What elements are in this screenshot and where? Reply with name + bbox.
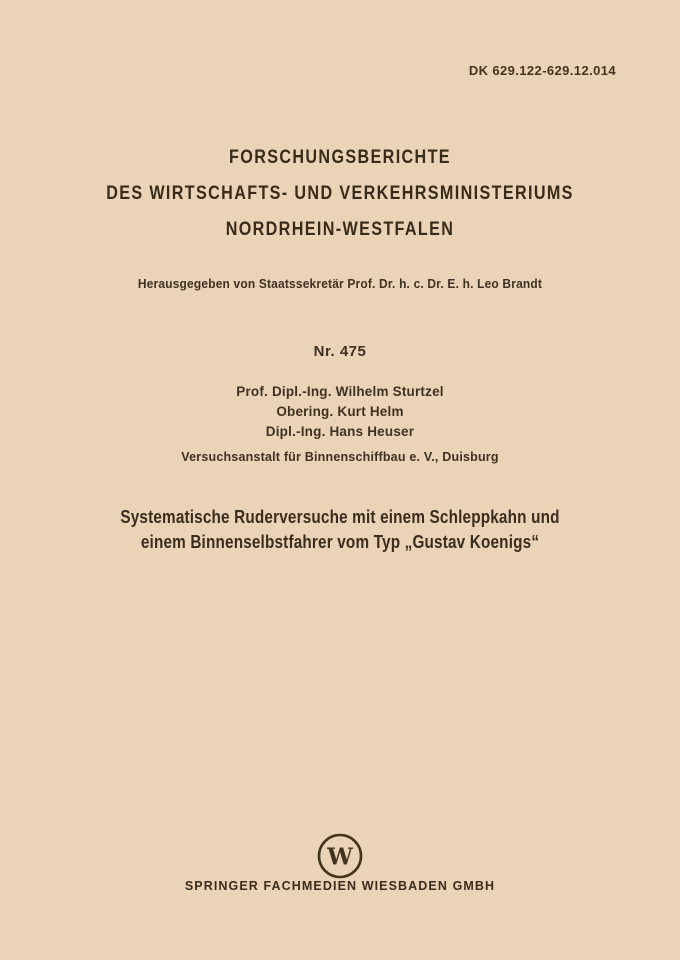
series-title-block [51, 140, 629, 248]
author-name: Prof. Dipl.-Ing. Wilhelm Sturtzel [236, 384, 444, 399]
editor-credit-line: Herausgegeben von Staatssekretär Prof. Dr. h. c. Dr. E. h. Leo Brandt [137, 276, 543, 291]
report-title-line-1: Systematische Ruderversuche mit einem Schleppkahn und [120, 507, 560, 527]
series-title-line-2: DES WIRTSCHAFTS- UND VERKEHRSMINISTERIUMS [106, 183, 574, 204]
publisher-imprint: SPRINGER FACHMEDIEN WIESBADEN GMBH [184, 879, 496, 893]
publisher-w-monogram-icon [316, 832, 364, 880]
dk-classification-number: DK 629.122-629.12.014 [468, 63, 616, 78]
author-name: Obering. Kurt Helm [276, 404, 404, 419]
publisher-logo [316, 832, 364, 885]
series-title-line-1: FORSCHUNGSBERICHTE [229, 147, 451, 168]
institution-line: Versuchsanstalt für Binnenschiffbau e. V., Duisburg [181, 450, 499, 464]
report-title [51, 505, 629, 555]
issue-number: Nr. 475 [313, 343, 367, 360]
series-title-line-3: NORDRHEIN-WESTFALEN [225, 219, 455, 240]
author-name: Dipl.-Ing. Hans Heuser [265, 424, 415, 439]
logo-glyph: W [327, 843, 353, 871]
report-title-line-2: einem Binnenselbstfahrer vom Typ „Gustav Koenigs“ [140, 532, 540, 552]
authors-block [0, 382, 680, 442]
